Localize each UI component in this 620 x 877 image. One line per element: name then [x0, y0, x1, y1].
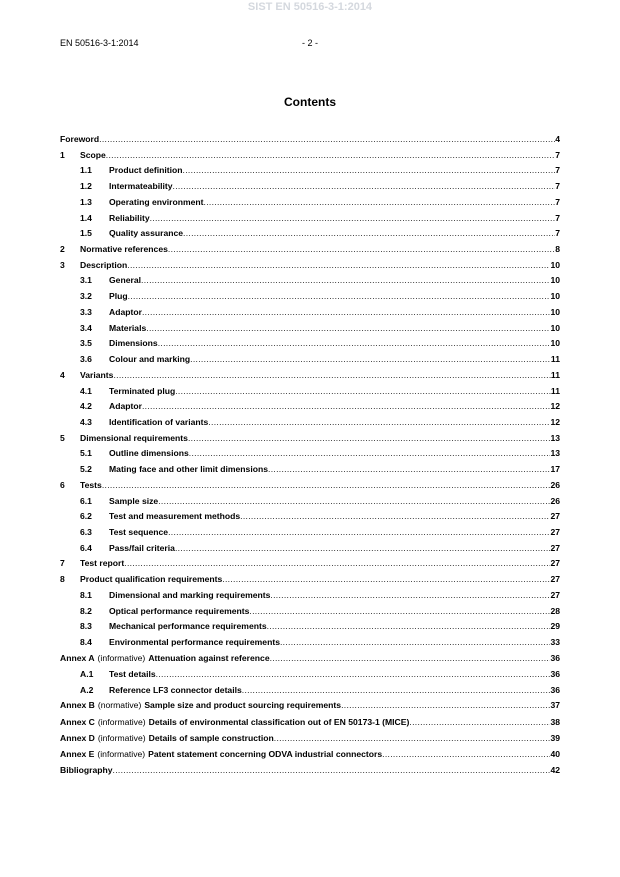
- toc-leader-dots: [99, 134, 555, 144]
- toc-leader-dots: [175, 543, 551, 553]
- toc-entry[interactable]: [60, 558, 560, 574]
- toc-entry-title: Operating environment: [109, 196, 204, 207]
- toc-entry[interactable]: [60, 543, 560, 559]
- toc-entry-title: Details of environmental classification out of EN 50173-1 (MICE): [148, 716, 410, 727]
- toc-entry-page: 7: [555, 165, 560, 176]
- toc-leader-dots: [267, 621, 551, 631]
- toc-entry-number: 8.3: [80, 621, 92, 632]
- toc-entry-title: Attenuation against reference: [148, 652, 270, 663]
- toc-entry-page: 11: [550, 354, 560, 365]
- toc-entry-number: 3.4: [80, 322, 92, 333]
- toc-leader-dots: [190, 354, 551, 364]
- toc-entry-number: 3.6: [80, 354, 92, 365]
- toc-entry-title: Details of sample construction: [148, 732, 274, 743]
- toc-entry[interactable]: [60, 291, 560, 307]
- toc-leader-dots: [113, 765, 551, 775]
- toc-leader-dots: [249, 606, 550, 616]
- toc-entry-number: 6.4: [80, 542, 92, 553]
- toc-leader-dots: [183, 228, 555, 238]
- toc-entry[interactable]: [60, 197, 560, 213]
- toc-entry-page: 11: [550, 369, 560, 380]
- toc-leader-dots: [382, 749, 550, 759]
- toc-entry-page: 27: [550, 558, 560, 569]
- toc-entry[interactable]: [60, 511, 560, 527]
- toc-entry-title: Description: [80, 259, 128, 270]
- toc-leader-dots: [168, 527, 550, 537]
- toc-entry-page: 36: [550, 668, 560, 679]
- toc-entry-page: 10: [550, 259, 560, 270]
- toc-entry-title: Bibliography: [60, 765, 113, 776]
- toc-entry-page: 37: [550, 700, 560, 711]
- toc-entry-page: 12: [550, 416, 560, 427]
- toc-entry-title: Mechanical performance requirements: [109, 621, 267, 632]
- toc-leader-dots: [409, 717, 550, 727]
- toc-entry-page: 10: [550, 322, 560, 333]
- toc-entry[interactable]: [60, 637, 560, 653]
- page-title: Contents: [284, 95, 336, 109]
- toc-entry[interactable]: [60, 323, 560, 339]
- toc-entry-number: 5.1: [80, 448, 92, 459]
- toc-entry[interactable]: [60, 401, 560, 417]
- toc-entry-page: 26: [550, 495, 560, 506]
- toc-entry[interactable]: [60, 448, 560, 464]
- toc-annex-type: (informative): [97, 732, 146, 743]
- toc-entry[interactable]: [60, 685, 560, 701]
- toc-leader-dots: [175, 386, 551, 396]
- toc-entry-page: 27: [550, 511, 560, 522]
- toc-entry-page: 13: [550, 432, 560, 443]
- toc-entry-number: 8: [60, 574, 65, 585]
- toc-entry-number: 3.1: [80, 275, 92, 286]
- toc-leader-dots: [124, 558, 550, 568]
- toc-entry-page: 33: [550, 637, 560, 647]
- toc-entry-page: 8: [555, 244, 560, 255]
- toc-entry[interactable]: [60, 749, 560, 765]
- toc-leader-dots: [341, 700, 550, 710]
- toc-entry-page: 10: [550, 291, 560, 302]
- toc-leader-dots: [141, 275, 550, 285]
- toc-leader-dots: [204, 197, 556, 207]
- toc-entry[interactable]: [60, 370, 560, 386]
- toc-entry-title: Product qualification requirements: [80, 574, 223, 585]
- toc-entry[interactable]: [60, 464, 560, 480]
- page-number: - 2 -: [301, 38, 318, 48]
- watermark: SIST EN 50516-3-1:2014: [247, 1, 373, 13]
- toc-entry-title: Sample size and product sourcing requirements: [144, 700, 342, 711]
- toc-entry-page: 10: [550, 275, 560, 286]
- toc-entry-title: Reliability: [109, 212, 150, 223]
- toc-entry-title: Dimensions: [109, 338, 158, 349]
- toc-entry[interactable]: [60, 165, 560, 181]
- toc-entry-title: Dimensional requirements: [80, 432, 188, 443]
- toc-entry-title: Tests: [80, 479, 102, 490]
- toc-leader-dots: [183, 165, 556, 175]
- toc-entry-page: 13: [550, 448, 560, 459]
- toc-entry[interactable]: [60, 480, 560, 496]
- toc-entry-page: 42: [550, 765, 560, 776]
- toc-entry-title: Reference LF3 connector details: [109, 684, 242, 695]
- toc-leader-dots: [188, 433, 551, 443]
- toc-entry-number: 4.1: [80, 385, 92, 396]
- toc-entry-page: 36: [550, 684, 560, 695]
- toc-entry-number: 6: [60, 479, 65, 490]
- toc-annex-type: (informative): [97, 716, 146, 727]
- toc-entry[interactable]: [60, 386, 560, 402]
- toc-entry-title: General: [109, 275, 142, 286]
- toc-entry[interactable]: [60, 307, 560, 323]
- toc-entry-page: 7: [555, 196, 560, 207]
- toc-leader-dots: [106, 150, 555, 160]
- toc-leader-dots: [268, 464, 550, 474]
- toc-leader-dots: [173, 181, 556, 191]
- toc-entry-number: 3.2: [80, 291, 92, 302]
- toc-annex-type: (informative): [97, 652, 146, 663]
- toc-entry-page: 40: [550, 748, 560, 759]
- toc-entry-number: 3: [60, 259, 65, 270]
- toc-entry[interactable]: [60, 150, 560, 166]
- table-of-contents: [60, 134, 560, 781]
- toc-entry[interactable]: [60, 717, 560, 733]
- toc-annex-type: (informative): [97, 748, 146, 759]
- toc-entry[interactable]: [60, 354, 560, 370]
- toc-entry-page: 27: [550, 542, 560, 553]
- toc-entry-title: Intermateability: [109, 181, 173, 192]
- toc-entry-number: A.1: [80, 668, 94, 679]
- toc-annex-label: Annex E: [60, 748, 95, 759]
- toc-leader-dots: [274, 733, 551, 743]
- toc-entry-number: 5: [60, 432, 65, 443]
- toc-entry-number: 1.3: [80, 196, 92, 207]
- toc-entry-page: 10: [550, 338, 560, 349]
- toc-leader-dots: [270, 590, 550, 600]
- toc-entry[interactable]: [60, 765, 560, 781]
- toc-entry[interactable]: [60, 496, 560, 512]
- toc-leader-dots: [158, 496, 550, 506]
- toc-entry-title: Test sequence: [109, 526, 169, 537]
- toc-entry-title: Test and measurement methods: [109, 511, 241, 522]
- toc-entry[interactable]: [60, 527, 560, 543]
- toc-entry[interactable]: [60, 181, 560, 197]
- toc-entry[interactable]: [60, 260, 560, 276]
- toc-leader-dots: [242, 685, 551, 695]
- toc-entry-title: Identification of variants: [109, 416, 209, 427]
- toc-entry[interactable]: [60, 653, 560, 669]
- toc-annex-label: Annex B: [60, 700, 95, 711]
- toc-entry-title: Foreword: [60, 134, 100, 144]
- toc-entry[interactable]: [60, 417, 560, 433]
- toc-annex-label: Annex D: [60, 732, 95, 743]
- toc-leader-dots: [142, 401, 550, 411]
- toc-leader-dots: [127, 260, 550, 270]
- toc-entry-title: Terminated plug: [109, 385, 176, 396]
- toc-entry-number: 1: [60, 149, 65, 160]
- toc-entry[interactable]: [60, 244, 560, 260]
- toc-entry-number: 3.3: [80, 306, 92, 317]
- toc-entry[interactable]: [60, 590, 560, 606]
- toc-entry-page: 36: [550, 652, 560, 663]
- toc-entry-number: 8.2: [80, 605, 92, 616]
- toc-leader-dots: [189, 448, 551, 458]
- toc-leader-dots: [222, 574, 550, 584]
- toc-entry[interactable]: [60, 228, 560, 244]
- toc-entry-title: Plug: [109, 291, 128, 302]
- toc-leader-dots: [168, 244, 555, 254]
- toc-entry[interactable]: [60, 669, 560, 685]
- toc-entry[interactable]: [60, 275, 560, 291]
- toc-entry[interactable]: [60, 733, 560, 749]
- toc-entry-title: Test details: [109, 668, 156, 679]
- toc-entry-title: Adaptor: [109, 306, 142, 317]
- toc-entry[interactable]: [60, 700, 560, 716]
- toc-entry-number: 4.3: [80, 416, 92, 427]
- toc-entry-number: 6.2: [80, 511, 92, 522]
- toc-entry-page: 27: [550, 526, 560, 537]
- toc-entry-number: 6.1: [80, 495, 92, 506]
- toc-annex-label: Annex A: [60, 652, 95, 663]
- toc-leader-dots: [113, 370, 550, 380]
- toc-entry-title: Sample size: [109, 495, 159, 506]
- toc-entry-number: 4: [60, 369, 65, 380]
- toc-leader-dots: [142, 307, 550, 317]
- toc-entry-number: A.2: [80, 684, 94, 695]
- toc-entry-number: 1.2: [80, 181, 92, 192]
- toc-entry-title: Quality assurance: [109, 228, 184, 239]
- toc-entry-title: Optical performance requirements: [109, 605, 250, 616]
- toc-entry-page: 29: [550, 621, 560, 632]
- toc-entry[interactable]: [60, 338, 560, 354]
- toc-entry-number: 3.5: [80, 338, 92, 349]
- toc-entry-title: Colour and marking: [109, 354, 191, 365]
- toc-entry-title: Variants: [80, 369, 114, 380]
- toc-entry-page: 7: [555, 212, 560, 223]
- toc-entry-title: Scope: [80, 149, 106, 160]
- toc-entry-number: 6.3: [80, 526, 92, 537]
- toc-entry-title: Pass/fail criteria: [109, 542, 175, 553]
- toc-entry-title: Outline dimensions: [109, 448, 189, 459]
- toc-entry-number: 8.1: [80, 589, 92, 600]
- toc-entry-page: 17: [550, 464, 560, 475]
- toc-entry-number: 1.5: [80, 228, 92, 239]
- toc-entry-number: 1.1: [80, 165, 92, 176]
- toc-entry-number: 2: [60, 244, 65, 255]
- toc-entry-title: Materials: [109, 322, 147, 333]
- toc-entry-page: 11: [550, 385, 560, 396]
- toc-entry-number: 5.2: [80, 464, 92, 475]
- toc-entry-title: Patent statement concerning ODVA industrial connectors: [148, 748, 383, 759]
- toc-entry-page: 7: [555, 228, 560, 239]
- toc-entry-title: Normative references: [80, 244, 168, 255]
- toc-entry-page: 28: [550, 605, 560, 616]
- toc-entry-page: 26: [550, 479, 560, 490]
- toc-entry-page: 7: [555, 149, 560, 160]
- toc-entry-number: 7: [60, 558, 65, 569]
- toc-entry-title: Environmental performance requirements: [109, 637, 280, 647]
- toc-leader-dots: [280, 637, 550, 647]
- toc-entry[interactable]: [60, 433, 560, 449]
- toc-entry-number: 8.4: [80, 637, 92, 647]
- toc-entry-page: 7: [555, 181, 560, 192]
- toc-entry-title: Adaptor: [109, 401, 142, 412]
- toc-leader-dots: [156, 669, 551, 679]
- toc-leader-dots: [158, 338, 551, 348]
- toc-entry-page: 10: [550, 306, 560, 317]
- toc-entry-page: 27: [550, 589, 560, 600]
- toc-annex-type: (normative): [97, 700, 142, 711]
- toc-entry-title: Dimensional and marking requirements: [109, 589, 271, 600]
- toc-entry-page: 4: [555, 134, 560, 144]
- toc-leader-dots: [146, 323, 550, 333]
- toc-entry[interactable]: [60, 134, 560, 150]
- toc-entry-number: 1.4: [80, 212, 92, 223]
- toc-leader-dots: [208, 417, 550, 427]
- toc-entry-page: 12: [550, 401, 560, 412]
- toc-entry-number: 4.2: [80, 401, 92, 412]
- toc-entry[interactable]: [60, 621, 560, 637]
- toc-leader-dots: [270, 653, 551, 663]
- toc-leader-dots: [102, 480, 551, 490]
- toc-entry-title: Mating face and other limit dimensions: [109, 464, 269, 475]
- toc-entry[interactable]: [60, 213, 560, 229]
- toc-entry-page: 27: [550, 574, 560, 585]
- document-id: EN 50516-3-1:2014: [60, 38, 139, 48]
- toc-leader-dots: [128, 291, 551, 301]
- toc-leader-dots: [150, 213, 556, 223]
- toc-entry-title: Test report: [80, 558, 125, 569]
- toc-entry-page: 39: [550, 732, 560, 743]
- toc-entry[interactable]: [60, 574, 560, 590]
- toc-entry[interactable]: [60, 606, 560, 622]
- toc-leader-dots: [240, 511, 550, 521]
- toc-entry-title: Product definition: [109, 165, 183, 176]
- toc-annex-label: Annex C: [60, 716, 95, 727]
- toc-entry-page: 38: [550, 716, 560, 727]
